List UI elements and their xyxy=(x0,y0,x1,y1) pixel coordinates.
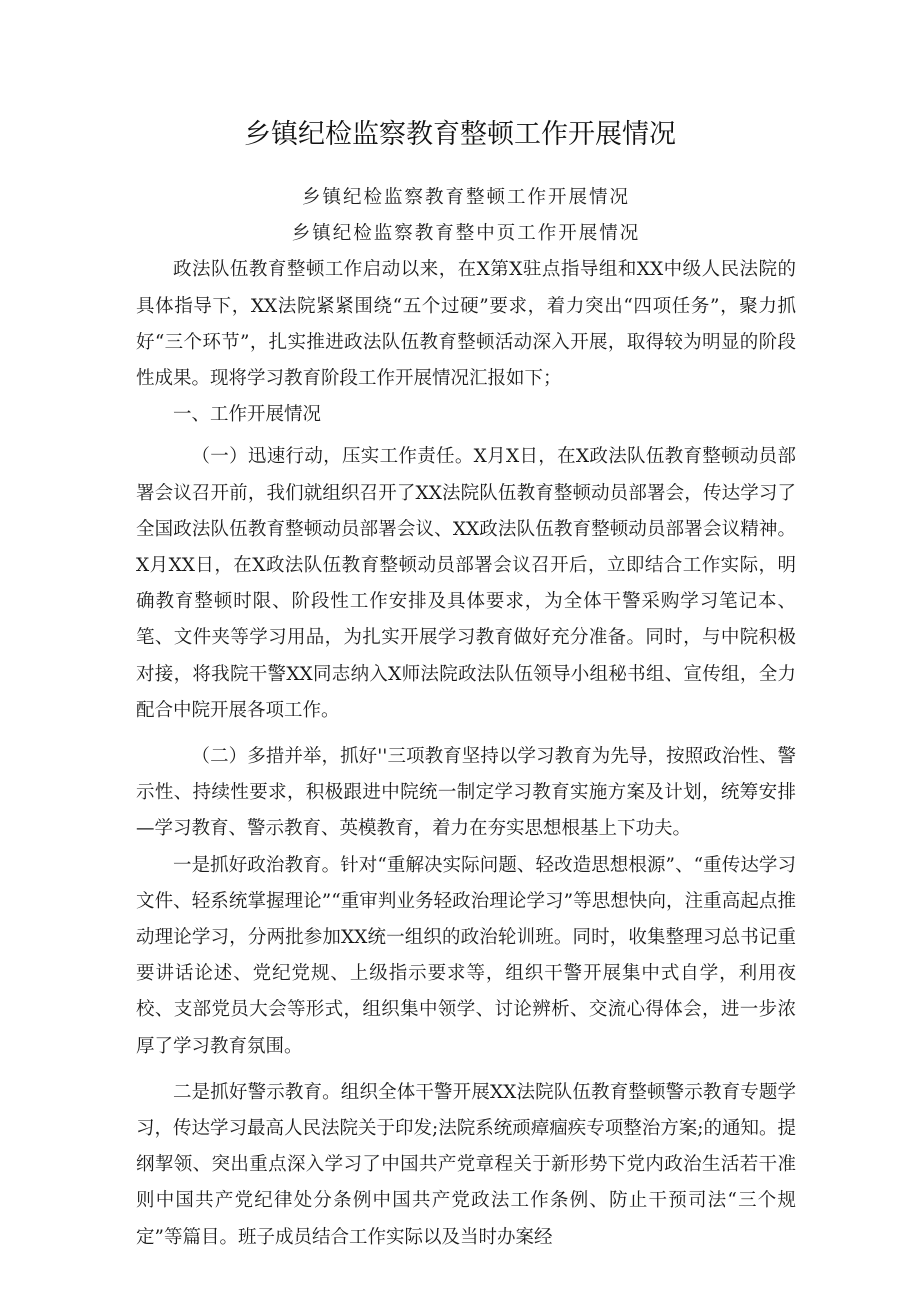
paragraph-2: （二）多措并举，抓好''三项教育坚持以学习教育为先导，按照政治性、警示性、持续性要求，积极跟进中院统一制定学习教育实施方案及计划，统筹安排—学习教育、警示教育、英模教育，着力在夯实思想根基上下功夫。 xyxy=(136,746,796,840)
paragraph-3: 一是抓好政治教育。针对“重解决实际问题、轻改造思想根源”、“重传达学习文件、轻系统掌握理论”“重审判业务轻政治理论学习”等思想快向，注重高起点推动理论学习，分两批参加XX统一组织的政治轮训班。同时，收集整理习总书记重要讲话论述、党纪党规、上级指示要求等，组织干警开展集中式自学，利用夜校、支部党员大会等形式，组织集中领学、讨论辨析、交流心得体会，进一步浓厚了学习教育氛围。 xyxy=(136,854,796,1057)
document-body xyxy=(136,180,796,1256)
document-subtitle-2: 乡镇纪检监察教育整中页工作开展情况 xyxy=(291,223,641,245)
section-heading: 一、工作开展情况 xyxy=(173,404,322,426)
paragraph-4: 二是抓好警示教育。组织全体干警开展XX法院队伍教育整顿警示教育专题学习，传达学习最高人民法院关于印发;法院系统顽瘴痼疾专项整治方案;的通知。提纲挈领、突出重点深入学习了中国共产党章程关于新形势下党内政治生活若干准则中国共产党纪律处分条例中国共产党政法工作条例、防止干预司法“三个规定”等篇目。班子成员结合工作实际以及当时办案经 xyxy=(136,1081,796,1248)
document-title: 乡镇纪检监察教育整顿工作开展情况 xyxy=(244,119,676,150)
paragraph-1: （一）迅速行动，压实工作责任。X月X日，在X政法队伍教育整顿动员部署会议召开前，我们就组织召开了XX法院队伍教育整顿动员部署会，传达学习了全国政法队伍教育整顿动员部署会议、XX政法队伍教育整顿动员部署会议精神。X月XX日，在X政法队伍教育整顿动员部署会议召开后，立即结合工作实际，明确教育整顿时限、阶段性工作安排及具体要求，为全体干警采购学习笔记本、笔、文件夹等学习用品，为扎实开展学习教育做好充分准备。同时，与中院积极对接，将我院干警XX同志纳入X师法院政法队伍领导小组秘书组、宣传组，全力配合中院开展各项工作。 xyxy=(136,446,796,721)
intro-paragraph: 政法队伍教育整顿工作启动以来，在X第X驻点指导组和XX中级人民法院的具体指导下，XX法院紧紧围绕“五个过硬”要求，着力突出“四项任务”，聚力抓好“三个环节”，扎实推进政法队伍教育整顿活动深入开展，取得较为明显的阶段性成果。现将学习教育阶段工作开展情况汇报如下； xyxy=(136,259,796,390)
document-subtitle-1: 乡镇纪检监察教育整顿工作开展情况 xyxy=(301,187,630,208)
